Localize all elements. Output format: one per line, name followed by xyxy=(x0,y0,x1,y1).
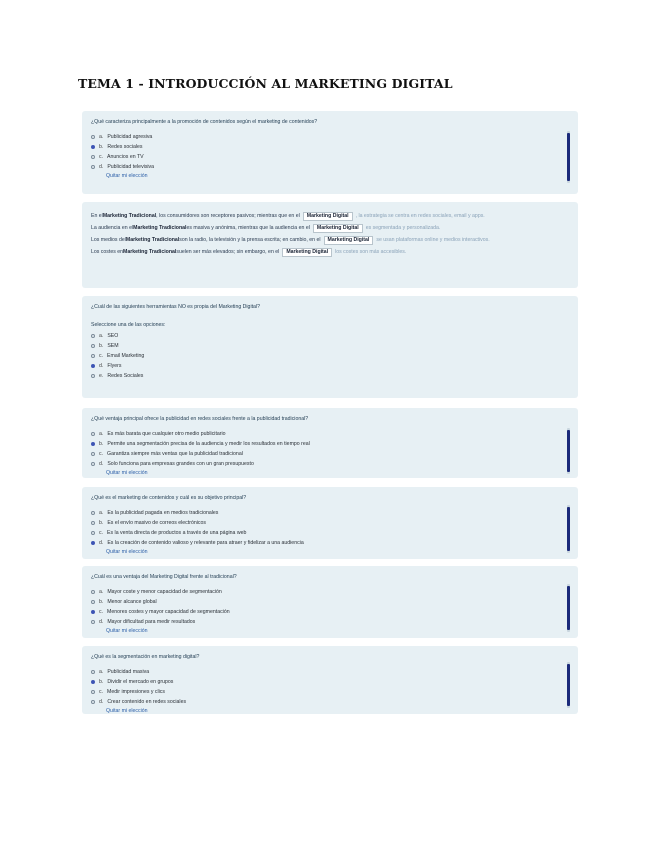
answer-option[interactable] xyxy=(91,518,570,528)
fill-text: suelen ser más elevados; sin embargo, en el xyxy=(176,249,280,255)
scrollbar-thumb[interactable] xyxy=(567,133,570,181)
option-label: Mayor coste y menor capacidad de segmentación xyxy=(107,589,222,595)
answer-option[interactable] xyxy=(91,528,570,538)
fill-term: Marketing Tradicional xyxy=(133,225,187,231)
option-letter: a. xyxy=(99,669,104,675)
answer-options xyxy=(91,587,570,627)
fill-text: La audiencia en el xyxy=(91,225,134,231)
radio-empty-icon[interactable] xyxy=(91,374,95,378)
radio-empty-icon[interactable] xyxy=(91,590,95,594)
option-letter: a. xyxy=(99,333,104,339)
answer-options xyxy=(91,132,570,172)
answer-option[interactable] xyxy=(91,667,570,677)
question-card-1 xyxy=(82,111,578,194)
blank-answer-1[interactable]: Marketing Digital xyxy=(303,212,353,221)
option-label: Medir impresiones y clics xyxy=(107,689,165,695)
blank-answer-2[interactable]: Marketing Digital xyxy=(313,224,363,233)
option-label: Menores costes y mayor capacidad de segmentación xyxy=(107,609,230,615)
fill-text: es segmentada y personalizada. xyxy=(365,225,441,231)
option-letter: b. xyxy=(99,441,104,447)
answer-option[interactable] xyxy=(91,449,570,459)
answer-option[interactable] xyxy=(91,429,570,439)
question-prompt: Seleccione una de las opciones: xyxy=(91,322,166,328)
radio-empty-icon[interactable] xyxy=(91,462,95,466)
option-label: SEM xyxy=(107,343,119,349)
option-label: Garantiza siempre más ventas que la publicidad tradicional xyxy=(107,451,243,457)
fill-text: En el xyxy=(91,213,103,219)
question-text: ¿Qué es la segmentación en marketing digital? xyxy=(91,654,200,660)
question-text: ¿Qué caracteriza principalmente a la promoción de contenidos según el marketing de contenidos? xyxy=(91,119,318,125)
scrollbar-thumb[interactable] xyxy=(567,430,570,472)
option-label: Mayor dificultad para medir resultados xyxy=(107,619,196,625)
answer-option[interactable] xyxy=(91,607,570,617)
fill-text: , los consumidores son receptores pasivos; mientras que en el xyxy=(156,213,300,219)
option-label: Flyers xyxy=(107,363,122,369)
question-text: ¿Cuál es una ventaja del Marketing Digital frente al tradicional? xyxy=(91,574,237,580)
scrollbar-thumb[interactable] xyxy=(567,507,570,551)
fill-line-3 xyxy=(91,234,570,246)
radio-selected-icon[interactable] xyxy=(91,680,95,684)
clear-choice-link[interactable]: Quitar mi elección xyxy=(106,470,148,476)
clear-choice-link[interactable]: Quitar mi elección xyxy=(106,708,148,714)
option-label: Email Marketing xyxy=(107,353,145,359)
fill-line-2 xyxy=(91,222,570,234)
option-letter: d. xyxy=(99,363,104,369)
option-letter: b. xyxy=(99,144,104,150)
option-letter: c. xyxy=(99,451,104,457)
option-label: Permite una segmentación precisa de la audiencia y medir los resultados en tiempo real xyxy=(107,441,310,447)
radio-empty-icon[interactable] xyxy=(91,344,95,348)
option-letter: c. xyxy=(99,353,104,359)
radio-empty-icon[interactable] xyxy=(91,432,95,436)
radio-empty-icon[interactable] xyxy=(91,511,95,515)
option-label: SEO xyxy=(107,333,119,339)
answer-option[interactable] xyxy=(91,597,570,607)
answer-option[interactable] xyxy=(91,538,570,548)
scrollbar[interactable] xyxy=(567,662,570,708)
option-label: Publicidad agresiva xyxy=(107,134,153,140)
option-label: Es la creación de contenido valioso y relevante para atraer y fidelizar a una audiencia xyxy=(107,540,304,546)
radio-selected-icon[interactable] xyxy=(91,541,95,545)
answer-option[interactable] xyxy=(91,439,570,449)
question-card-7 xyxy=(82,646,578,714)
option-letter: d. xyxy=(99,619,104,625)
answer-option[interactable] xyxy=(91,132,570,142)
answer-option[interactable] xyxy=(91,587,570,597)
answer-option[interactable] xyxy=(91,162,570,172)
option-letter: b. xyxy=(99,599,104,605)
option-letter: c. xyxy=(99,530,104,536)
option-letter: a. xyxy=(99,589,104,595)
fill-term: Marketing Tradicional xyxy=(102,213,157,219)
radio-empty-icon[interactable] xyxy=(91,155,95,159)
answer-option[interactable] xyxy=(91,152,570,162)
option-label: Crear contenido en redes sociales xyxy=(107,699,187,705)
answer-option[interactable] xyxy=(91,142,570,152)
option-label: Anuncios en TV xyxy=(107,154,144,160)
option-letter: a. xyxy=(99,510,104,516)
clear-choice-link[interactable]: Quitar mi elección xyxy=(106,628,148,634)
option-label: Es el envío masivo de correos electrónicos xyxy=(107,520,206,526)
option-letter: d. xyxy=(99,461,104,467)
clear-choice-link[interactable]: Quitar mi elección xyxy=(106,549,148,555)
radio-empty-icon[interactable] xyxy=(91,620,95,624)
answer-option[interactable] xyxy=(91,697,570,707)
option-letter: c. xyxy=(99,689,104,695)
option-label: Solo funciona para empresas grandes con un gran presupuesto xyxy=(107,461,254,467)
radio-empty-icon[interactable] xyxy=(91,690,95,694)
answer-option[interactable] xyxy=(91,617,570,627)
answer-options xyxy=(91,508,570,548)
answer-option[interactable] xyxy=(91,508,570,518)
radio-empty-icon[interactable] xyxy=(91,165,95,169)
fill-text: Los medios del xyxy=(91,237,126,243)
radio-empty-icon[interactable] xyxy=(91,700,95,704)
question-card-2 xyxy=(82,202,578,288)
radio-empty-icon[interactable] xyxy=(91,135,95,139)
scrollbar-thumb[interactable] xyxy=(567,586,570,630)
fill-text: se usan plataformas online y medios interactivos. xyxy=(376,237,490,243)
radio-empty-icon[interactable] xyxy=(91,670,95,674)
answer-options xyxy=(91,667,570,707)
page-title: TEMA 1 - INTRODUCCIÓN AL MARKETING DIGITAL xyxy=(78,76,453,91)
fill-text: Los costes en xyxy=(91,249,124,255)
option-letter: c. xyxy=(99,609,104,615)
option-letter: d. xyxy=(99,540,104,546)
fill-text: los costes son más accesibles. xyxy=(335,249,407,255)
option-letter: d. xyxy=(99,164,104,170)
answer-option[interactable] xyxy=(91,341,570,351)
answer-options xyxy=(91,331,570,381)
radio-empty-icon[interactable] xyxy=(91,531,95,535)
fill-text: , la estrategia se centra en redes sociales, email y apps. xyxy=(355,213,485,219)
option-letter: e. xyxy=(99,373,104,379)
blank-answer-3[interactable]: Marketing Digital xyxy=(324,236,374,245)
scrollbar[interactable] xyxy=(567,584,570,632)
answer-option[interactable] xyxy=(91,331,570,341)
scrollbar[interactable] xyxy=(567,131,570,183)
radio-selected-icon[interactable] xyxy=(91,610,95,614)
option-letter: b. xyxy=(99,343,104,349)
clear-choice-link[interactable]: Quitar mi elección xyxy=(106,173,148,179)
question-text: ¿Cuál de las siguientes herramientas NO es propia del Marketing Digital? xyxy=(91,304,260,310)
option-letter: b. xyxy=(99,520,104,526)
question-text: ¿Qué es el marketing de contenidos y cuál es su objetivo principal? xyxy=(91,495,247,501)
radio-empty-icon[interactable] xyxy=(91,521,95,525)
question-card-3 xyxy=(82,296,578,398)
radio-selected-icon[interactable] xyxy=(91,364,95,368)
option-label: Menor alcance global xyxy=(107,599,157,605)
option-letter: a. xyxy=(99,431,104,437)
radio-selected-icon[interactable] xyxy=(91,145,95,149)
fill-text: son la radio, la televisión y la prensa escrita; en cambio, en el xyxy=(179,237,321,243)
answer-option[interactable] xyxy=(91,459,570,469)
fill-line-4 xyxy=(91,246,570,258)
scrollbar[interactable] xyxy=(567,428,570,474)
option-letter: c. xyxy=(99,154,104,160)
option-letter: a. xyxy=(99,134,104,140)
radio-empty-icon[interactable] xyxy=(91,334,95,338)
radio-empty-icon[interactable] xyxy=(91,600,95,604)
answer-options xyxy=(91,429,570,469)
question-card-4 xyxy=(82,408,578,478)
radio-selected-icon[interactable] xyxy=(91,442,95,446)
fill-line-1 xyxy=(91,210,570,222)
option-letter: d. xyxy=(99,699,104,705)
fill-term: Marketing Tradicional xyxy=(125,237,180,243)
option-label: Redes Sociales xyxy=(107,373,144,379)
radio-empty-icon[interactable] xyxy=(91,452,95,456)
answer-option[interactable] xyxy=(91,677,570,687)
option-label: Dividir el mercado en grupos xyxy=(107,679,174,685)
option-label: Redes sociales xyxy=(107,144,143,150)
fill-text: es masiva y anónima, mientras que la audiencia en el xyxy=(186,225,310,231)
answer-option[interactable] xyxy=(91,371,570,381)
answer-option[interactable] xyxy=(91,687,570,697)
option-label: Es la publicidad pagada en medios tradicionales xyxy=(107,510,219,516)
blank-answer-4[interactable]: Marketing Digital xyxy=(282,248,332,257)
option-letter: b. xyxy=(99,679,104,685)
scrollbar[interactable] xyxy=(567,505,570,553)
fill-term: Marketing Tradicional xyxy=(123,249,177,255)
question-text: ¿Qué ventaja principal ofrece la publicidad en redes sociales frente a la publicidad tradicional? xyxy=(91,416,309,422)
radio-empty-icon[interactable] xyxy=(91,354,95,358)
option-label: Es más barata que cualquier otro medio publicitario xyxy=(107,431,226,437)
option-label: Es la venta directa de productos a través de una página web xyxy=(107,530,247,536)
question-card-6 xyxy=(82,566,578,638)
question-card-5 xyxy=(82,487,578,559)
answer-option[interactable] xyxy=(91,361,570,371)
scrollbar-thumb[interactable] xyxy=(567,664,570,706)
answer-option[interactable] xyxy=(91,351,570,361)
option-label: Publicidad masiva xyxy=(107,669,150,675)
option-label: Publicidad televisiva xyxy=(107,164,155,170)
